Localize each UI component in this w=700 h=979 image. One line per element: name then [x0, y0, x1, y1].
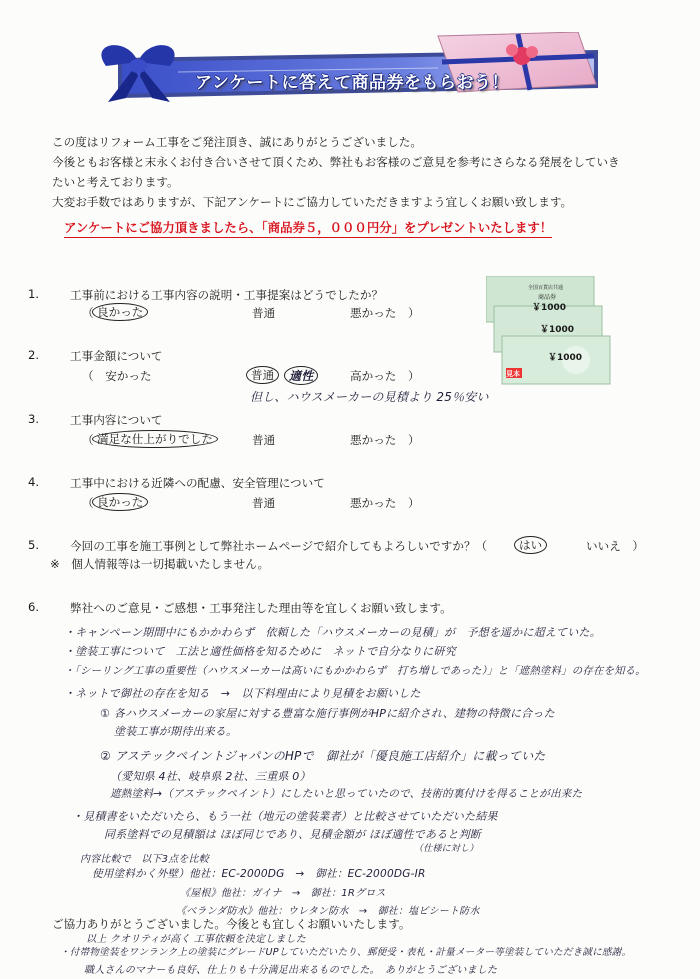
hand-line-10: ・見積書をいただいたら、もう一社（地元の塗装業者）と比較させていただいた結果 — [72, 810, 498, 823]
q2-option-expensive[interactable]: 高かった ） — [350, 369, 420, 383]
voucher-stamp: 見本 — [506, 370, 520, 378]
hand-line-15: 《屋根》他社：ガイナ → 御社：1Rグロス — [180, 888, 386, 899]
q4-option-bad[interactable]: 悪かった ） — [350, 496, 420, 510]
hand-line-9: 遮熱塗料→（アステックペイント）にしたいと思っていたので、技術的裏付けを得ることが出来た — [110, 788, 583, 800]
voucher-amount-3: ￥1000 — [548, 353, 583, 363]
hand-line-7: ② アステックペイントジャパンのHPで 御社が「優良施工店紹介」に載っていた — [100, 749, 546, 763]
voucher-label: 商品券 — [538, 294, 557, 301]
hand-line-12: （仕様に対し） — [414, 844, 479, 854]
q2-option-normal[interactable]: 普通 — [246, 366, 279, 384]
q3-option-normal[interactable]: 普通 — [252, 433, 276, 447]
q1-option-good[interactable]: 良かった — [92, 303, 148, 321]
hand-line-13: 内容比較で 以下3点を比較 — [80, 854, 209, 865]
closing-hand-1: 以上 クオリティが高く 工事依頼を決定しました — [86, 934, 306, 945]
intro-line-1: この度はリフォーム工事をご発注頂き、誠にありがとうございました。 — [52, 135, 422, 149]
hand-line-3: ・「シーリング工事の重要性（ハウスメーカーは高いにもかかわらず 打ち増しであった）」と「遮熱塗料」の存在を知る。 — [64, 665, 646, 677]
q4-option-normal[interactable]: 普通 — [252, 496, 276, 510]
q4-text: 工事中における近隣への配慮、安全管理について — [70, 476, 325, 490]
q2-text: 工事金額について — [70, 349, 163, 363]
q2-option-cheap[interactable]: （ 安かった — [82, 369, 152, 383]
q2-number: 2. — [28, 348, 40, 362]
hand-line-4: ・ネットで御社の存在を知る → 以下料理由により見積をお願いした — [64, 687, 421, 700]
q6-number: 6. — [28, 600, 40, 614]
q6-text: 弊社へのご意見・ご感想・工事発注した理由等を宜しくお願い致します。 — [70, 601, 452, 615]
hand-line-14: 使用塗料かく外壁）他社：EC-2000DG → 御社：EC-2000DG-IR — [92, 868, 426, 880]
closing-text: ご協力ありがとうございました。今後とも宜しくお願いいたします。 — [52, 917, 411, 931]
hand-line-11: 同系塗料での見積額は ほぼ同じであり、見積金額が ほぼ適性であると判断 — [104, 828, 481, 841]
hand-line-5: ① 各ハウスメーカーの家屋に対する豊富な施行事例がHPに紹介され、建物の特徴に合った — [100, 707, 555, 720]
q3-option-bad[interactable]: 悪かった ） — [350, 433, 420, 447]
q3-option-satisfied[interactable]: 満足な仕上がりでした — [92, 430, 218, 448]
q4-paren: （ — [82, 496, 94, 510]
q4-number: 4. — [28, 475, 40, 489]
voucher-amount: ￥1000 — [532, 303, 567, 313]
q1-paren: （ — [82, 306, 94, 320]
closing-hand-3: 職人さんのマナーも良好、仕上りも十分満足出来るものでした。 ありがとうございました — [84, 965, 498, 976]
q3-text: 工事内容について — [70, 413, 163, 427]
q5-option-yes[interactable]: はい — [514, 536, 547, 554]
voucher-top-label: 全国百貨店共通 — [528, 285, 564, 291]
hand-line-8: （愛知県 4社、岐阜県 2社、三重県 0） — [110, 770, 311, 783]
voucher-amount-2: ￥1000 — [540, 325, 575, 335]
q2-handwritten-note: 但し、ハウスメーカーの見積より 25％安い — [250, 390, 489, 404]
q3-number: 3. — [28, 412, 40, 426]
intro-line-2: 今後ともお客様と末永くお付き合いさせて頂くため、弊社もお客様のご意見を参考にさらなる発展をしていき — [52, 155, 620, 169]
intro-line-3: たいと考えております。 — [52, 175, 179, 189]
banner-title: アンケートに答えて商品券をもらおう！ — [195, 73, 509, 93]
hand-line-1: ・キャンペーン期間中にもかかわらず 依頼した「ハウスメーカーの見積」が 予想を遥かに超えていた。 — [64, 626, 601, 639]
q1-text: 工事前における工事内容の説明・工事提案はどうでしたか？ — [70, 288, 384, 302]
q1-option-bad[interactable]: 悪かった ） — [350, 306, 420, 320]
q1-number: 1. — [28, 287, 40, 301]
q1-option-normal[interactable]: 普通 — [252, 306, 276, 320]
q3-paren: （ — [82, 433, 94, 447]
hand-line-6: 塗装工事が期待出来る。 — [114, 725, 238, 738]
present-notice: アンケートにご協力頂きましたら、「商品券５，０００円分」をプレゼントいたします！ — [64, 218, 552, 238]
hand-line-16: 《ベランダ防水》他社：ウレタン防水 → 御社：塩ビシート防水 — [176, 906, 480, 917]
q2-handwritten-circle: 適性 — [284, 366, 318, 385]
closing-hand-2: ・付帯物塗装をワンランク上の塗装にグレードUPしていただいたり、郵便受・表札・計量メーター等塗装していただき誠に感謝。 — [60, 947, 632, 958]
q4-option-good[interactable]: 良かった — [92, 493, 148, 511]
q5-text: 今回の工事を施工事例として弊社ホームページで紹介してもよろしいですか？（ — [70, 539, 488, 553]
q5-privacy-note: ※ 個人情報等は一切掲載いたしません。 — [50, 557, 270, 571]
intro-line-4: 大変お手数ではありますが、下記アンケートにご協力していただきますよう宜しくお願い致します。 — [52, 195, 573, 209]
hand-line-2: ・塗装工事について 工法と適性価格を知るために ネットで自分なりに研究 — [64, 645, 456, 658]
q5-number: 5. — [28, 538, 40, 552]
q5-option-no[interactable]: いいえ ） — [586, 539, 644, 553]
